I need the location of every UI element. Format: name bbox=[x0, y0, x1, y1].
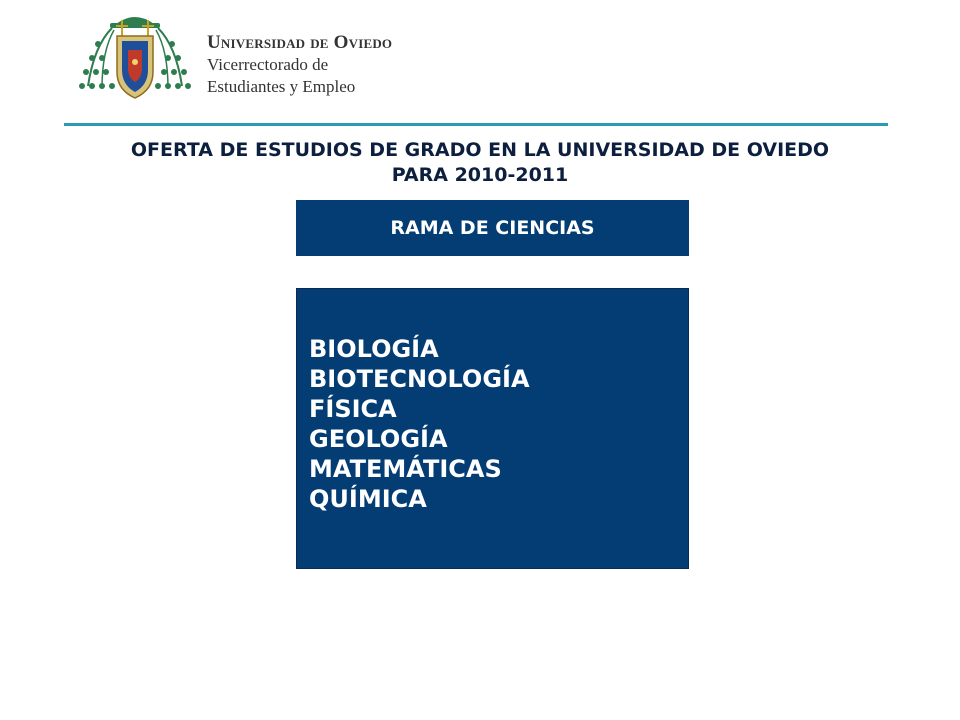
degree-list-panel bbox=[296, 288, 689, 569]
page-title-line-1: OFERTA DE ESTUDIOS DE GRADO EN LA UNIVERSIDAD DE OVIEDO bbox=[130, 139, 830, 161]
degree-item-matematicas: MATEMÁTICAS bbox=[309, 455, 502, 483]
department-line-1: Vicerrectorado de bbox=[207, 55, 329, 74]
header-divider bbox=[64, 123, 888, 126]
degree-item-biotecnologia: BIOTECNOLOGÍA bbox=[309, 365, 530, 393]
university-seal-icon bbox=[72, 6, 198, 106]
university-name: Universidad de Oviedo bbox=[207, 32, 393, 53]
degree-item-quimica: QUÍMICA bbox=[309, 485, 427, 513]
branch-heading: RAMA DE CIENCIAS bbox=[296, 200, 689, 256]
degree-item-geologia: GEOLOGÍA bbox=[309, 425, 448, 453]
degree-item-biologia: BIOLOGÍA bbox=[309, 335, 439, 363]
page-title-line-2: PARA 2010-2011 bbox=[391, 164, 569, 186]
header-logo bbox=[72, 6, 402, 106]
page-title bbox=[40, 138, 920, 188]
degree-item-fisica: FÍSICA bbox=[309, 395, 397, 423]
degree-list bbox=[309, 334, 530, 514]
department-line-2: Estudiantes y Empleo bbox=[207, 77, 356, 96]
